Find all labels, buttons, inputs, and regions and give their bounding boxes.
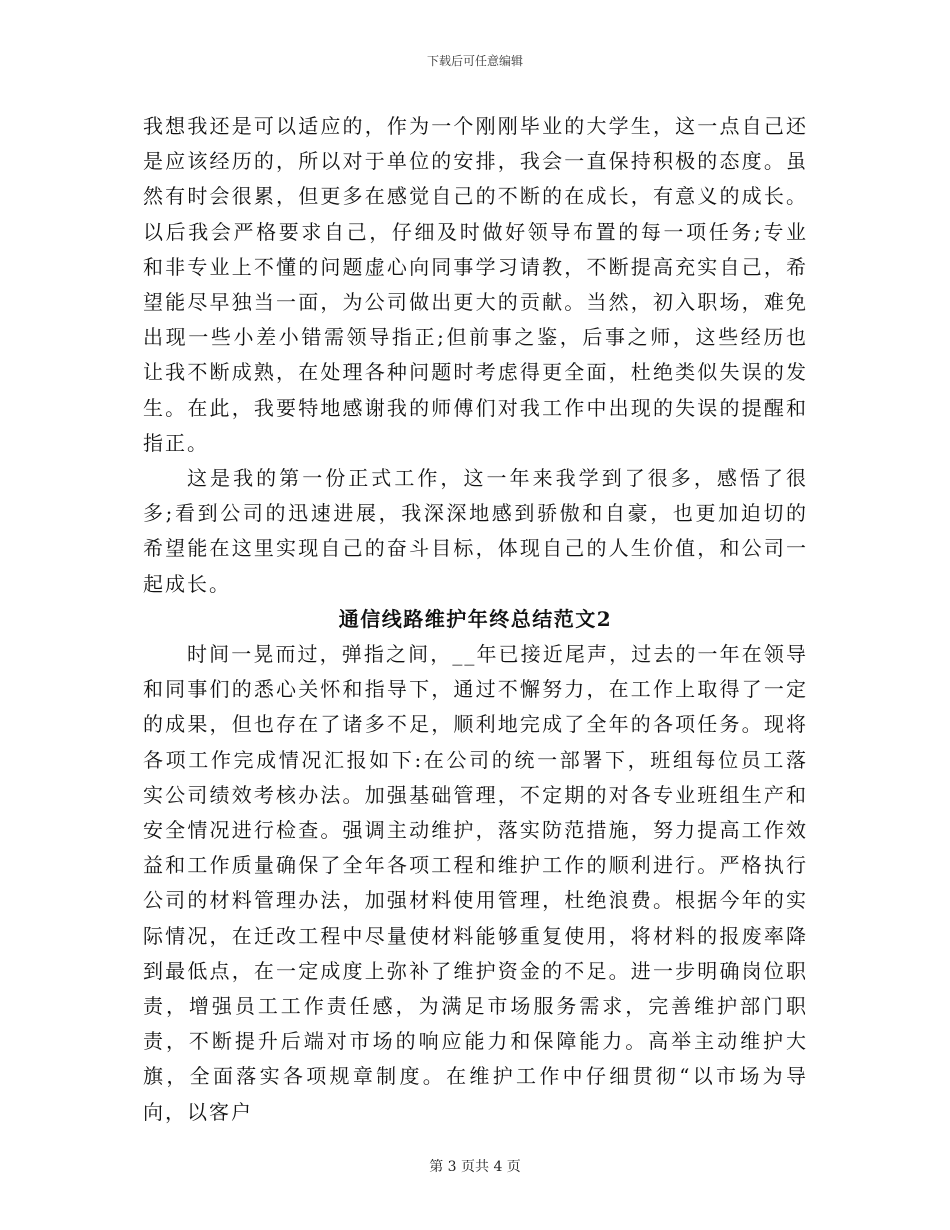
page-header: 下载后可任意编辑 bbox=[426, 54, 523, 68]
document-body bbox=[143, 109, 808, 1130]
section-title: 通信线路维护年终总结范文2 bbox=[338, 606, 613, 631]
paragraph-2: 这是我的第一份正式工作，这一年来我学到了很多，感悟了很多;看到公司的迅速进展，我深深地感到骄傲和自豪，也更加迫切的希望能在这里实现自己的奋斗目标，体现自己的人生价值，和公司一起成长。 bbox=[143, 466, 808, 596]
page-footer: 第 3 页共 4 页 bbox=[429, 1159, 521, 1175]
paragraph-1: 我想我还是可以适应的，作为一个刚刚毕业的大学生，这一点自己还是应该经历的，所以对于单位的安排，我会一直保持积极的态度。虽然有时会很累，但更多在感觉自己的不断的在成长，有意义的成长。以后我会严格要求自己，仔细及时做好领导布置的每一项任务;专业和非专业上不懂的问题虚心向同事学习请教，不断提高充实自己，希望能尽早独当一面，为公司做出更大的贡献。当然，初入职场，难免出现一些小差小错需领导指正;但前事之鉴，后事之师，这些经历也让我不断成熟，在处理各种问题时考虑得更全面，杜绝类似失误的发生。在此，我要特地感谢我的师傅们对我工作中出现的失误的提醒和指正。 bbox=[143, 114, 808, 455]
paragraph-3: 时间一晃而过，弹指之间，__年已接近尾声，过去的一年在领导和同事们的悉心关怀和指导下，通过不懈努力，在工作上取得了一定的成果，但也存在了诸多不足，顺利地完成了全年的各项任务。现将各项工作完成情况汇报如下:在公司的统一部署下，班组每位员工落实公司绩效考核办法。加强基础管理，不定期的对各专业班组生产和安全情况进行检查。强调主动维护，落实防范措施，努力提高工作效益和工作质量确保了全年各项工程和维护工作的顺利进行。严格执行公司的材料管理办法，加强材料使用管理，杜绝浪费。根据今年的实际情况，在迁改工程中尽量使材料能够重复使用，将材料的报废率降到最低点，在一定成度上弥补了维护资金的不足。进一步明确岗位职责，增强员工工作责任感，为满足市场服务需求，完善维护部门职责，不断提升后端对市场的响应能力和保障能力。高举主动维护大旗，全面落实各项规章制度。在维护工作中仔细贯彻“以市场为导向，以客户 bbox=[143, 642, 808, 1124]
